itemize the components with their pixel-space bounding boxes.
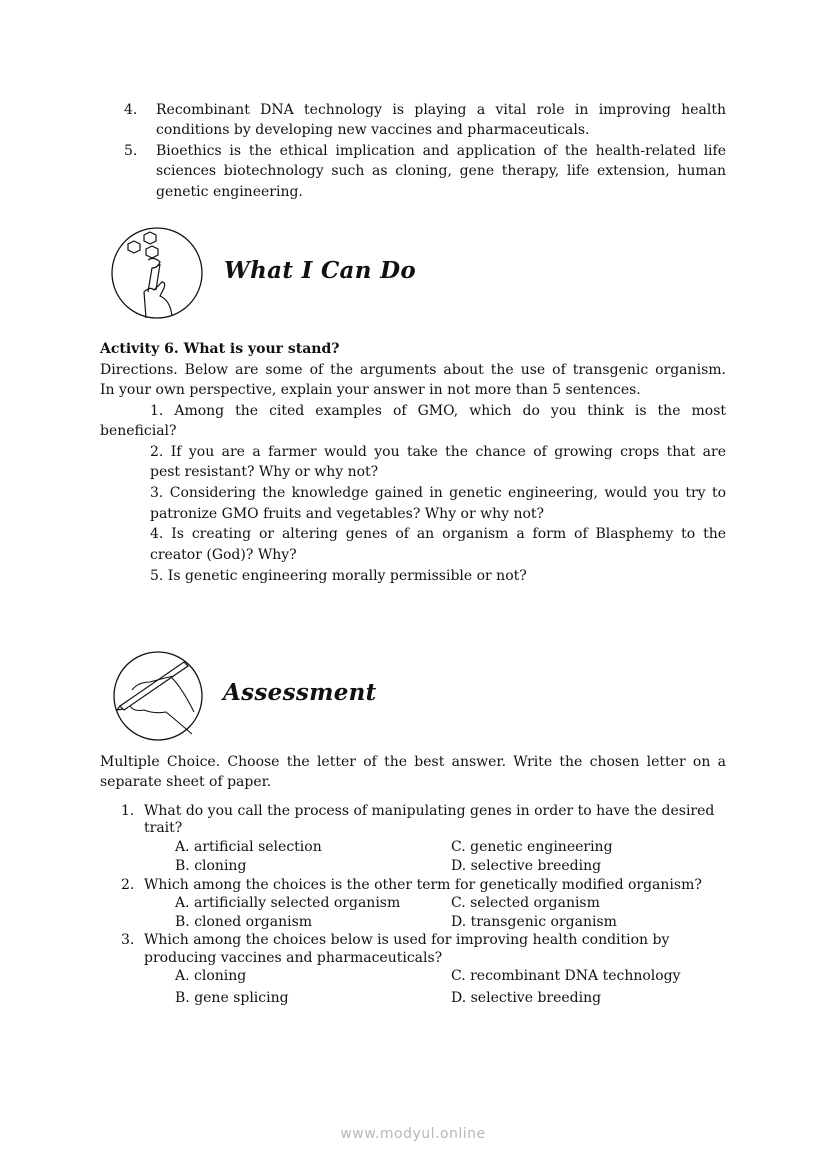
question-number: 2. [121, 877, 135, 893]
choice-c: C. recombinant DNA technology [451, 968, 681, 984]
question-text: producing vaccines and pharmaceuticals? [144, 950, 443, 966]
instructions-text: separate sheet of paper. [100, 774, 272, 790]
section-title-what-i-can-do: What I Can Do [224, 257, 416, 284]
choice-c: C. genetic engineering [451, 839, 613, 855]
list-text: sciences biotechnology such as cloning, gene therapy, life extension, human [156, 163, 726, 179]
activity-question: 4. Is creating or altering genes of an organism a form of Blasphemy to the [150, 526, 726, 542]
choice-a: A. cloning [175, 968, 247, 984]
section-title-assessment: Assessment [223, 679, 377, 706]
choice-a: A. artificial selection [175, 839, 322, 855]
activity-question: beneficial? [100, 423, 177, 439]
question-number: 1. [121, 803, 135, 819]
pencil-hand-icon [112, 650, 204, 742]
choice-c: C. selected organism [451, 895, 600, 911]
list-text: Bioethics is the ethical implication and application of the health-related life [156, 143, 726, 159]
activity-question: patronize GMO fruits and vegetables? Why or why not? [150, 506, 545, 522]
activity-question: 3. Considering the knowledge gained in genetic engineering, would you try to [150, 485, 726, 501]
activity-question: creator (God)? Why? [150, 547, 297, 563]
activity-question: 2. If you are a farmer would you take the chance of growing crops that are [150, 444, 726, 460]
list-text: genetic engineering. [156, 184, 303, 200]
choice-d: D. transgenic organism [451, 914, 617, 930]
question-text: Which among the choices is the other term for genetically modified organism? [144, 877, 702, 893]
question-text: Which among the choices below is used for improving health condition by [144, 932, 670, 948]
list-text: Recombinant DNA technology is playing a vital role in improving health [156, 102, 726, 118]
choice-d: D. selective breeding [451, 858, 602, 874]
question-number: 3. [121, 932, 135, 948]
choice-a: A. artificially selected organism [175, 895, 401, 911]
activity-heading: Activity 6. What is your stand? [100, 341, 340, 357]
wrench-hand-icon [110, 226, 204, 320]
list-number: 4. [124, 102, 138, 118]
instructions-text: Multiple Choice. Choose the letter of the best answer. Write the chosen letter on a [100, 754, 726, 770]
watermark: www.modyul.online [340, 1126, 486, 1142]
directions-text: Directions. Below are some of the arguments about the use of transgenic organism. [100, 362, 726, 378]
activity-question: 1. Among the cited examples of GMO, which do you think is the most [150, 403, 726, 419]
activity-question: pest resistant? Why or why not? [150, 464, 379, 480]
choice-b: B. cloning [175, 858, 247, 874]
list-text: conditions by developing new vaccines and pharmaceuticals. [156, 122, 590, 138]
choice-b: B. gene splicing [175, 990, 289, 1006]
question-text: What do you call the process of manipulating genes in order to have the desired [144, 803, 715, 819]
activity-question: 5. Is genetic engineering morally permissible or not? [150, 568, 527, 584]
choice-b: B. cloned organism [175, 914, 313, 930]
directions-text: In your own perspective, explain your answer in not more than 5 sentences. [100, 382, 641, 398]
choice-d: D. selective breeding [451, 990, 602, 1006]
list-number: 5. [124, 143, 138, 159]
question-text: trait? [144, 820, 183, 836]
